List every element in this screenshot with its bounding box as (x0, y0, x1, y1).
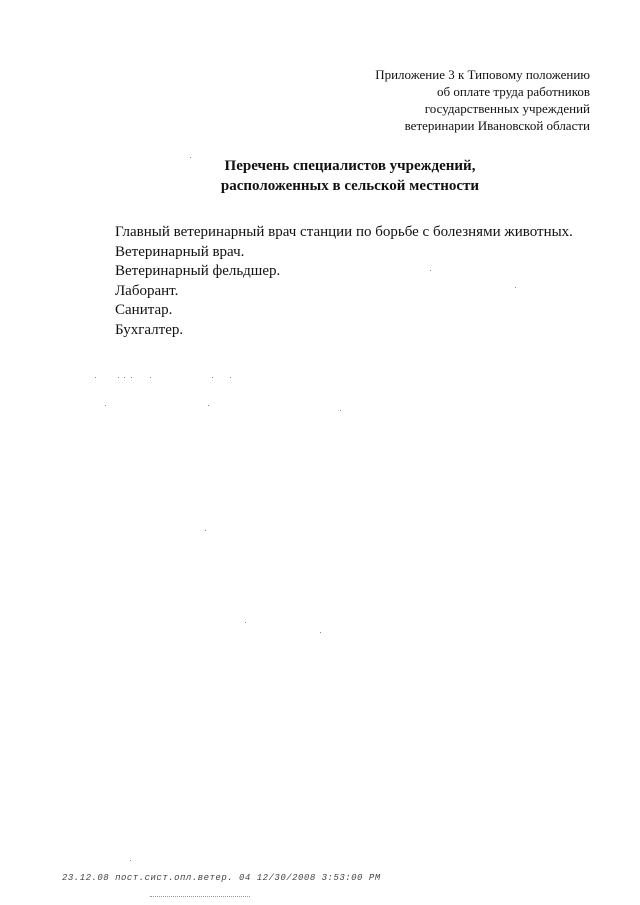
footer-rule (150, 896, 250, 897)
list-item: Ветеринарный врач. (115, 243, 245, 260)
scan-speck (205, 530, 206, 531)
scan-speck (245, 622, 246, 623)
scan-speck (190, 157, 191, 158)
scan-speck (208, 405, 209, 406)
appendix-line: государственных учреждений (424, 101, 590, 116)
scan-speck (150, 377, 151, 378)
title-line-2: расположенных в сельской местности (220, 178, 480, 194)
document-title (0, 156, 640, 196)
scan-speck (130, 860, 131, 861)
scan-speck (430, 270, 431, 271)
fax-footer: 23.12.08 пост.сист.опл.ветер. 04 12/30/2008 3:53:00 PM (62, 873, 381, 883)
specialists-list (115, 223, 573, 340)
list-item: Санитар. (115, 302, 173, 318)
title-line-1: Перечень специалистов учреждений, (224, 158, 476, 174)
scan-speck (230, 377, 231, 378)
scan-speck (131, 377, 132, 378)
scan-speck (124, 377, 125, 378)
scan-speck (515, 287, 516, 288)
scan-speck (105, 405, 106, 406)
appendix-line: ветеринарии Ивановской области (404, 118, 590, 133)
list-item: Главный ветеринарный врач станции по борьбе с болезнями животных. (115, 224, 573, 240)
scan-speck (212, 377, 213, 378)
appendix-header (375, 66, 590, 134)
scan-speck (95, 377, 96, 378)
list-item: Бухгалтер. (115, 321, 184, 338)
list-item: Лаборант. (115, 282, 179, 299)
list-item: Ветеринарный фельдшер. (115, 263, 281, 279)
scan-speck (320, 632, 321, 633)
scan-speck (118, 377, 119, 378)
scan-speck (340, 410, 341, 411)
appendix-line: Приложение 3 к Типовому положению (375, 67, 590, 82)
appendix-line: об оплате труда работников (436, 84, 590, 99)
